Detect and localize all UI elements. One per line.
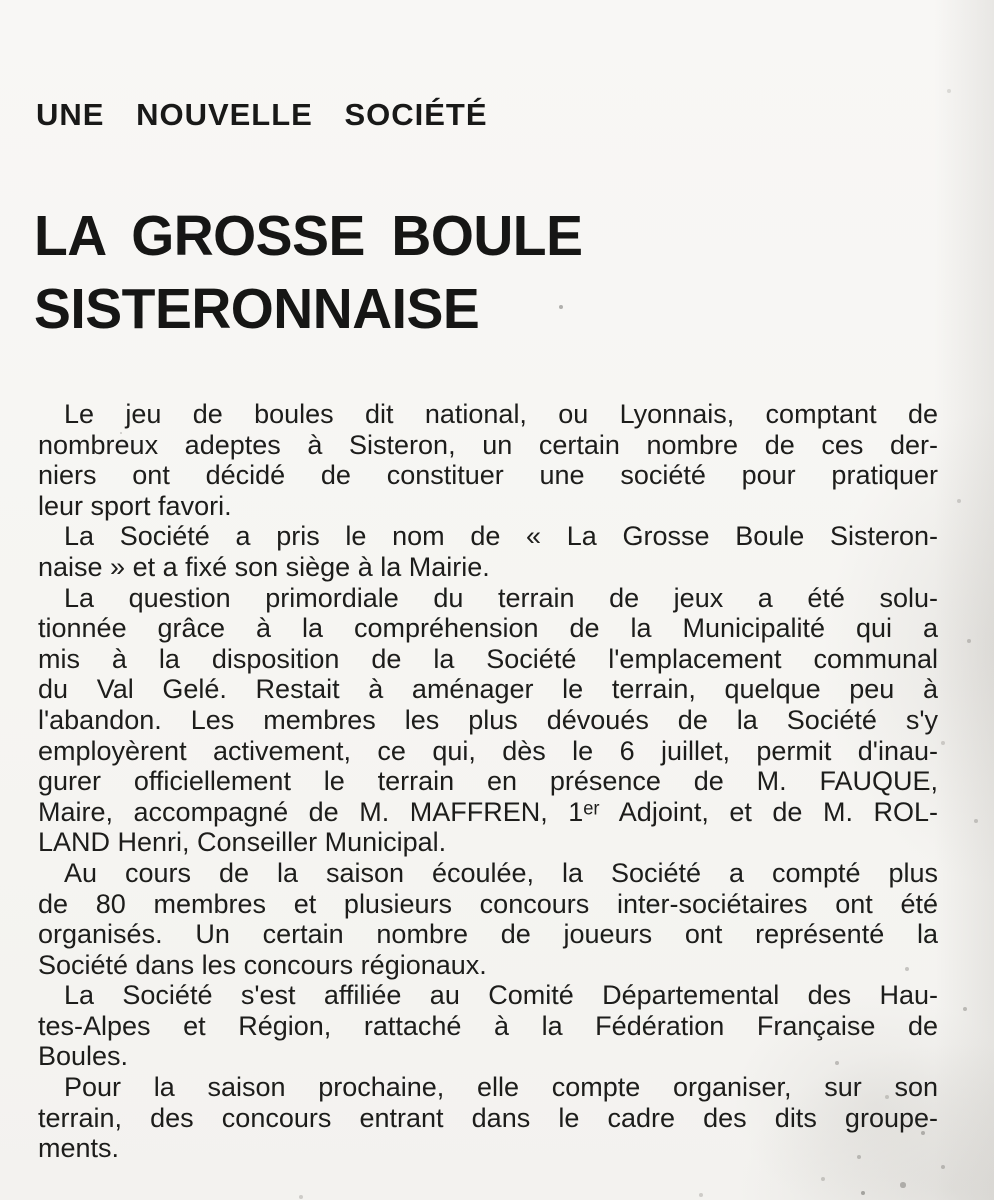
body-line-p1-l2: nombreux adeptes à Sisteron, un certain nombre de ces der- <box>38 429 938 460</box>
body-line-p6-l3: ments. <box>38 1133 120 1164</box>
body-line-p1-l4: leur sport favori. <box>38 490 232 521</box>
body-line-p3-l7: gurer officiellement le terrain en présence de M. FAUQUE, <box>38 766 938 797</box>
body-line-p1-l1: Le jeu de boules dit national, ou Lyonnais, comptant de <box>64 399 938 429</box>
body-line-p3-l9: LAND Henri, Conseiller Municipal. <box>38 827 447 858</box>
article-kicker: UNE NOUVELLE SOCIÉTÉ <box>36 97 488 132</box>
body-line-p5-l2: tes-Alpes et Région, rattaché à la Fédération Française de <box>38 1010 938 1041</box>
article-title-line-2: SISTERONNAISE <box>34 277 480 341</box>
body-line-p4-l4: Société dans les concours régionaux. <box>38 949 487 980</box>
body-line-p5-l3: Boules. <box>38 1041 129 1072</box>
body-line-p3-l4: du Val Gelé. Restait à aménager le terrain, quelque peu à <box>38 674 938 705</box>
body-line-p4-l1: Au cours de la saison écoulée, la Société a compté plus <box>64 857 938 888</box>
body-line-p3-l5: l'abandon. Les membres les plus dévoués de la Société s'y <box>38 704 938 735</box>
article-title <box>34 200 599 346</box>
body-line-p2-l1: La Société a pris le nom de « La Grosse Boule Sisteron- <box>64 521 938 552</box>
body-line-p3-l1: La question primordiale du terrain de jeux a été solu- <box>64 582 938 613</box>
body-line-p1-l3: niers ont décidé de constituer une société pour pratiquer <box>38 460 938 491</box>
body-line-p2-l2: naise » et a fixé son siège à la Mairie. <box>38 551 490 582</box>
body-line-p4-l2: de 80 membres et plusieurs concours inter-sociétaires ont été <box>38 888 938 919</box>
body-line-p5-l1: La Société s'est affiliée au Comité Départemental des Hau- <box>64 980 938 1011</box>
article-body <box>38 399 938 1164</box>
scan-noise-speckles <box>0 0 2 2</box>
body-line-p3-l8: Maire, accompagné de M. MAFFREN, 1ᵉʳ Adjoint, et de M. ROL- <box>38 796 938 827</box>
body-line-p3-l2: tionnée grâce à la compréhension de la Municipalité qui a <box>38 613 938 644</box>
body-line-p6-l2: terrain, des concours entrant dans le cadre des dits groupe- <box>38 1102 938 1133</box>
body-line-p3-l6: employèrent activement, ce qui, dès le 6 juillet, permit d'inau- <box>38 735 938 766</box>
article-title-line-1: LA GROSSE BOULE <box>34 204 583 268</box>
body-line-p3-l3: mis à la disposition de la Société l'emplacement communal <box>38 643 938 674</box>
body-line-p4-l3: organisés. Un certain nombre de joueurs ont représenté la <box>38 919 938 950</box>
body-line-p6-l1: Pour la saison prochaine, elle compte organiser, sur son <box>64 1072 938 1103</box>
